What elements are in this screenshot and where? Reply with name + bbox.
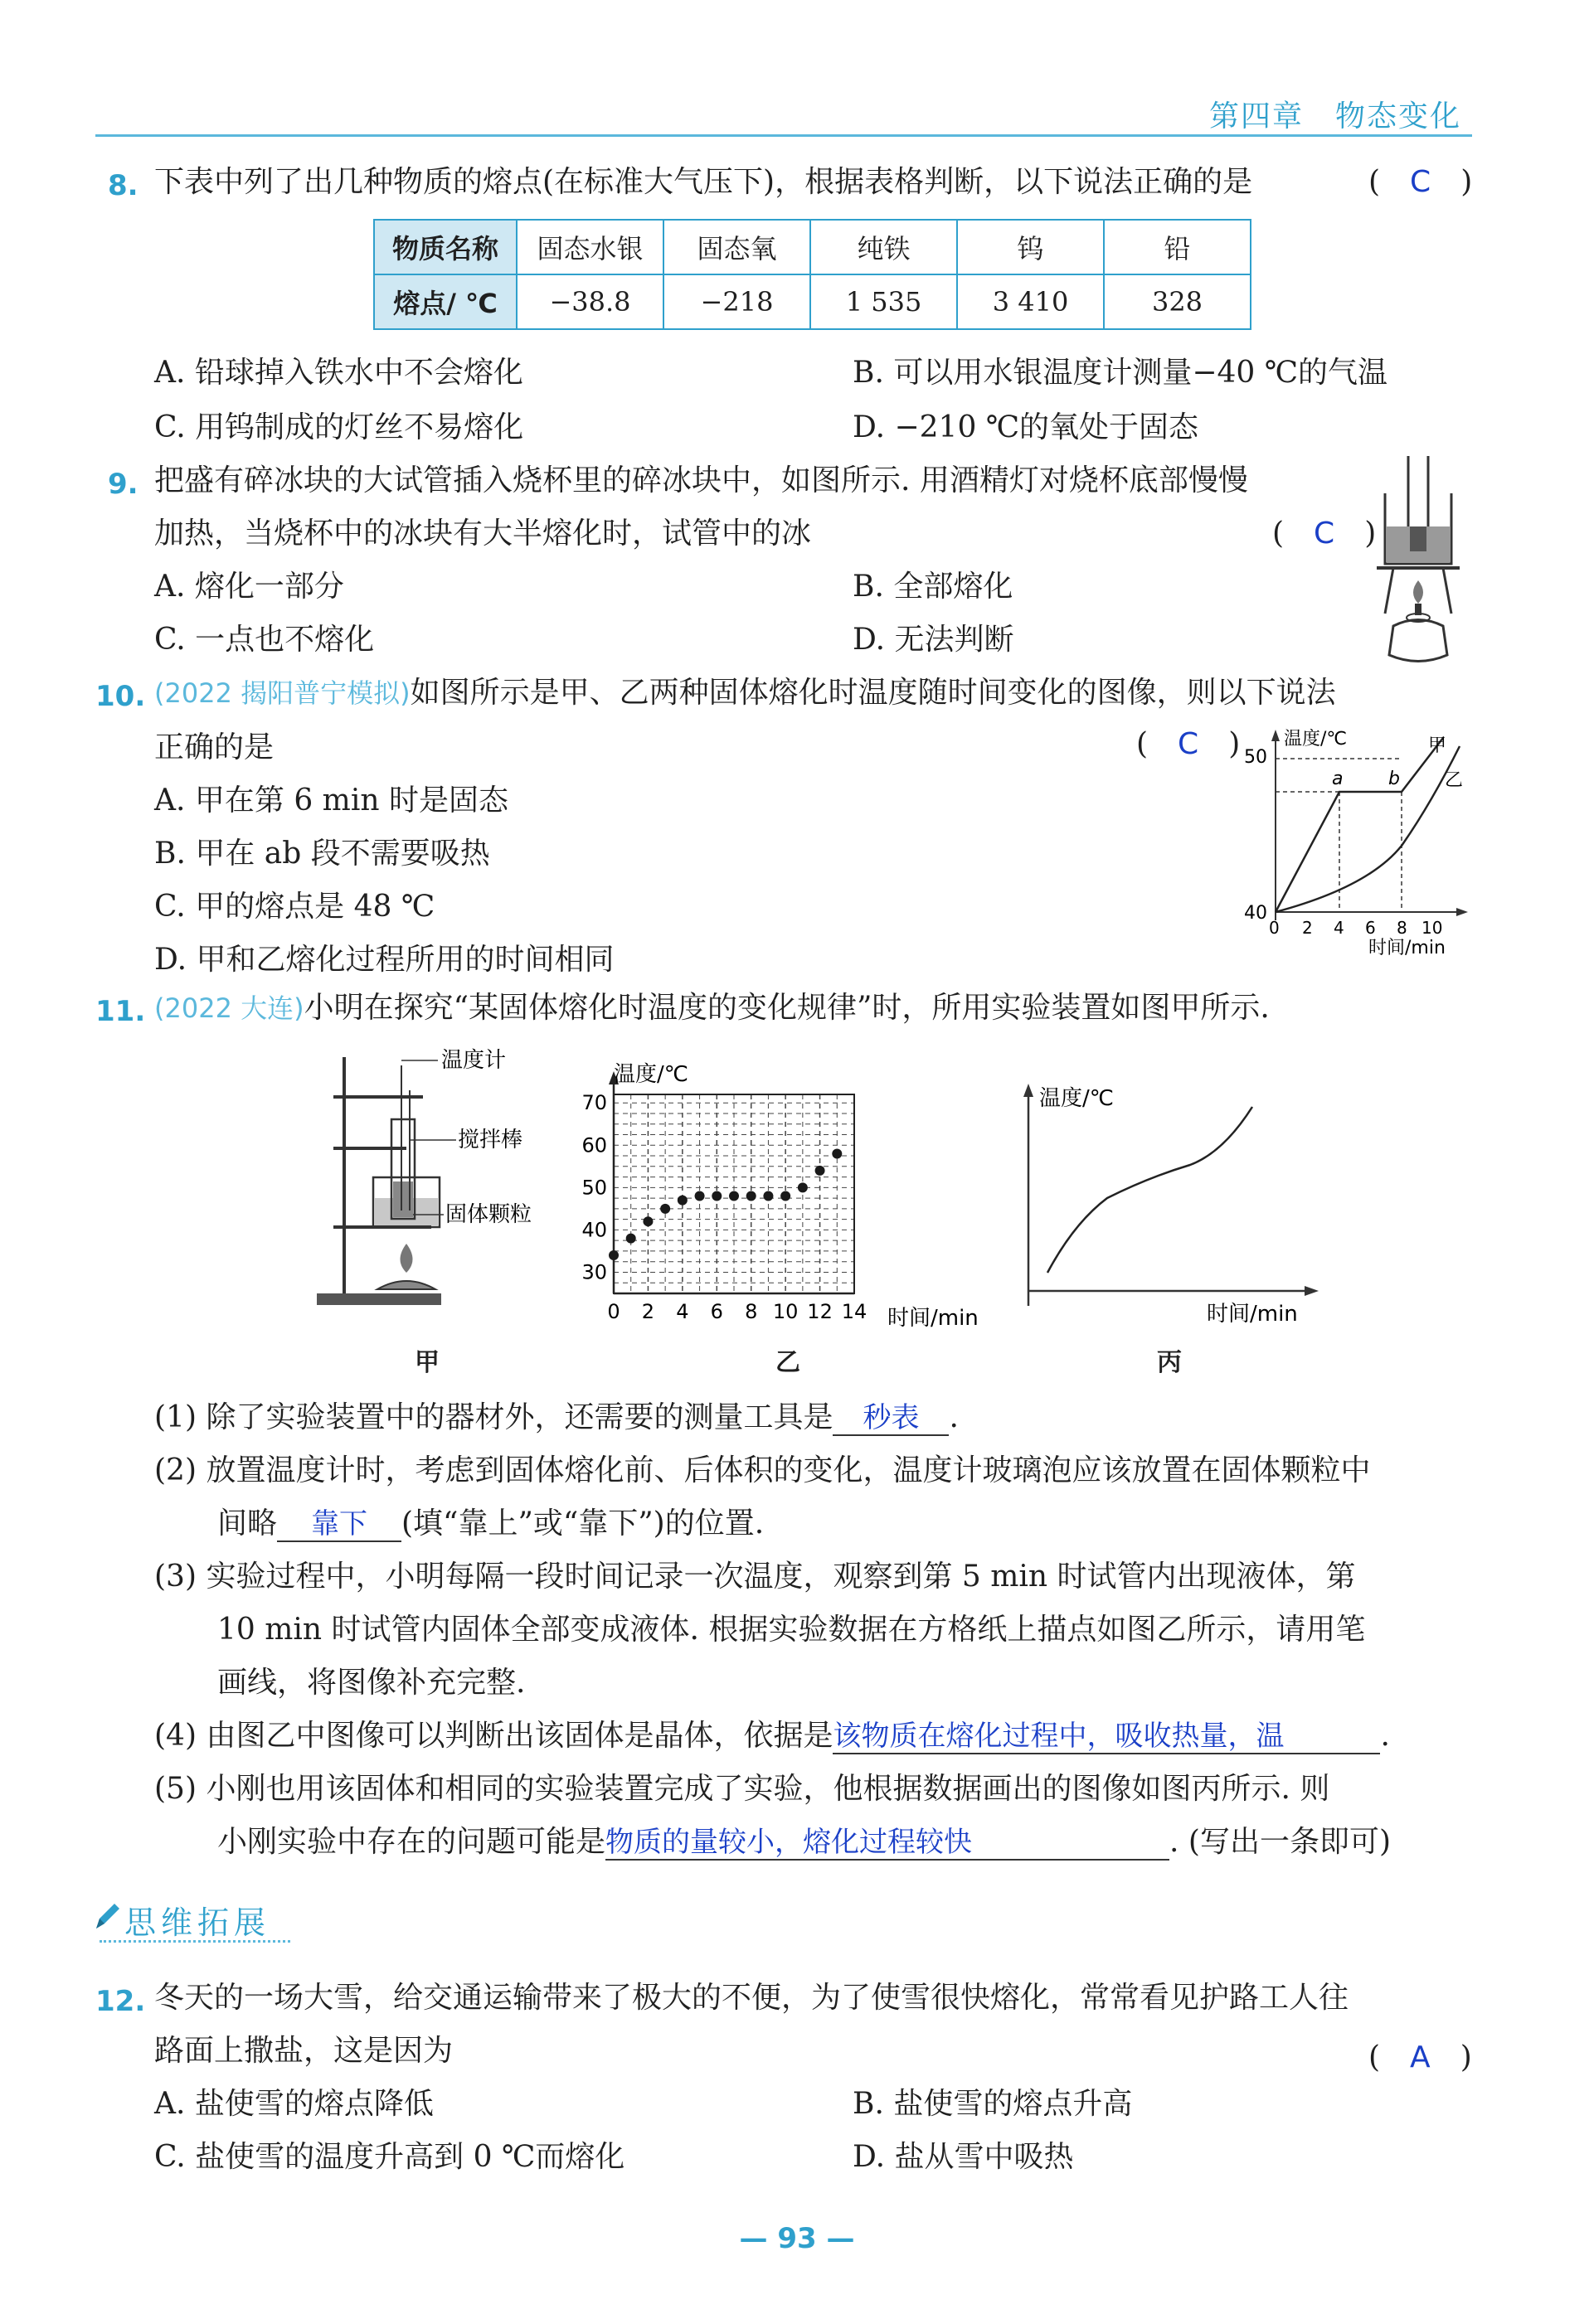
data-point — [678, 1196, 688, 1206]
table-cell: 3 410 — [957, 274, 1104, 329]
q10-number: 10. — [95, 680, 146, 713]
q10-graph — [1236, 721, 1476, 970]
q10-xtick: 6 — [1365, 918, 1376, 938]
melting-point-table — [373, 219, 1251, 330]
chapter-title: 第四章 物态变化 — [1208, 99, 1461, 133]
data-point — [729, 1191, 739, 1201]
page-number: — 93 — — [739, 2222, 855, 2255]
q10-stem-line2: 正确的是 — [154, 730, 275, 764]
y-tick-label: 50 — [581, 1176, 607, 1200]
data-point — [712, 1191, 722, 1201]
table-cell: −218 — [663, 274, 810, 329]
data-point — [798, 1182, 808, 1192]
q11-sub2-pre: 间略 — [217, 1506, 278, 1540]
q12-answer: A — [1410, 2040, 1431, 2074]
chart-axes — [609, 1071, 854, 1293]
data-point — [746, 1191, 756, 1201]
q11-bing-curve — [1047, 1107, 1252, 1273]
x-tick-label: 2 — [641, 1300, 655, 1323]
q10-stem-text: 如图所示是甲、乙两种固体熔化时温度随时间变化的图像，则以下说法 — [410, 676, 1336, 710]
q12-answer-bracket: ( A ) — [1368, 2040, 1472, 2074]
q11-bing-xlabel: 时间/min — [1207, 1302, 1298, 1327]
q11-sub5-answer: 物质的量较小，熔化过程较快 — [605, 1826, 973, 1859]
q10-option-b: B. 甲在 ab 段不需要吸热 — [154, 837, 490, 871]
q11-caption-bing: 丙 — [1157, 1348, 1182, 1377]
data-point — [695, 1191, 705, 1201]
q11-sub1-blank — [833, 1400, 949, 1436]
q11-sub3-line3: 画线，将图像补充完整. — [217, 1666, 526, 1700]
q9-option-c: C. 一点也不熔化 — [154, 623, 375, 657]
q10-answer: C — [1178, 727, 1199, 761]
q11-sub4 — [154, 1718, 1390, 1754]
y-tick-label: 40 — [581, 1218, 607, 1242]
q11-sub2-post: (填“靠上”或“靠下”)的位置. — [401, 1506, 765, 1540]
q10-xtick: 4 — [1334, 918, 1344, 938]
q11-sub1-answer: 秒表 — [863, 1401, 920, 1434]
table-row-label: 熔点/ ℃ — [374, 274, 517, 329]
y-tick-label: 30 — [581, 1260, 607, 1284]
q12-stem-line1: 冬天的一场大雪，给交通运输带来了极大的不便，为了使雪很快熔化，常常看见护路工人往 — [154, 1981, 1349, 2015]
q11-sub2-blank — [277, 1506, 401, 1542]
table-cell: −38.8 — [517, 274, 663, 329]
q12-number: 12. — [95, 1985, 146, 2018]
q11-number: 11. — [95, 995, 146, 1028]
q8-answer: C — [1410, 165, 1431, 199]
q11-sub4-post: . — [1380, 1719, 1390, 1753]
q9-answer: C — [1314, 517, 1335, 551]
q11-sub2-answer: 靠下 — [311, 1507, 368, 1540]
q11-sub1-post: . — [949, 1400, 959, 1434]
q10-point-b: b — [1388, 769, 1400, 789]
q12-option-b: B. 盐使雪的熔点升高 — [853, 2087, 1133, 2121]
q9-stem-line2: 加热，当烧杯中的冰块有大半熔化时，试管中的冰 — [154, 517, 812, 551]
data-point — [815, 1166, 825, 1176]
q9-stem-line1: 把盛有碎冰块的大试管插入烧杯里的碎冰块中，如图所示. 用酒精灯对烧杯底部慢慢 — [154, 463, 1248, 497]
q11-sub4-blank — [833, 1718, 1380, 1754]
table-cell: 钨 — [957, 220, 1104, 274]
x-tick-label: 4 — [676, 1300, 689, 1323]
q11-chart-yi — [552, 1045, 1016, 1368]
q11-label-particles: 固体颗粒 — [445, 1202, 532, 1227]
q10-series-yi — [1276, 746, 1460, 912]
q10-option-a: A. 甲在第 6 min 时是固态 — [154, 784, 508, 818]
q11-label-thermometer: 温度计 — [441, 1048, 507, 1073]
q8-stem: 下表中列了出几种物质的熔点(在标准大气压下)，根据表格判断，以下说法正确的是 — [154, 165, 1253, 199]
section-rule — [100, 1940, 290, 1943]
q11-sub3-line1: (3) 实验过程中，小明每隔一段时间记录一次温度，观察到第 5 min 时试管内出现液体，第 — [154, 1560, 1356, 1594]
table-cell: 纯铁 — [810, 220, 957, 274]
x-tick-label: 8 — [745, 1300, 758, 1323]
q11-sub5-pre: 小刚实验中存在的问题可能是 — [217, 1825, 606, 1859]
q10-ytick: 50 — [1244, 747, 1267, 768]
q10-label-yi: 乙 — [1445, 770, 1464, 791]
q12-stem-line2: 路面上撒盐，这是因为 — [154, 2034, 454, 2068]
table-cell: 固态氧 — [663, 220, 810, 274]
q11-source: (2022 大连) — [154, 992, 304, 1024]
q8-option-a: A. 铅球掉入铁水中不会熔化 — [154, 356, 523, 390]
q10-stem-line1 — [154, 675, 1336, 711]
q9-answer-bracket: ( C ) — [1272, 517, 1377, 551]
q9-option-a: A. 熔化一部分 — [154, 570, 344, 604]
header-rule — [95, 134, 1472, 137]
table-cell: 328 — [1104, 274, 1251, 329]
q11-sub3-line2: 10 min 时试管内固体全部变成液体. 根据实验数据在方格纸上描点如图乙所示，请用笔 — [217, 1613, 1366, 1647]
section-title: 思维拓展 — [124, 1904, 271, 1941]
q10-xlabel: 时间/min — [1368, 938, 1446, 958]
q11-label-stirrer: 搅拌棒 — [458, 1128, 523, 1152]
q11-sub5-blank — [605, 1824, 1169, 1861]
q11-sub4-text: (4) 由图乙中图像可以判断出该固体是晶体，依据是 — [154, 1719, 833, 1753]
q10-xtick: 2 — [1302, 918, 1313, 938]
chart-ylabel: 温度/℃ — [614, 1062, 688, 1087]
q11-sub1 — [154, 1400, 959, 1436]
q11-caption-yi: 乙 — [775, 1348, 800, 1377]
data-point — [609, 1250, 619, 1260]
y-tick-label: 60 — [581, 1133, 607, 1157]
q10-option-d: D. 甲和乙熔化过程所用的时间相同 — [154, 943, 615, 977]
q8-option-d: D. −210 ℃的氧处于固态 — [853, 410, 1199, 444]
q11-fig-jia — [315, 1041, 564, 1314]
q10-xtick: 8 — [1397, 918, 1407, 938]
q10-answer-bracket: ( C ) — [1136, 727, 1241, 761]
q10-label-jia: 甲 — [1428, 735, 1447, 756]
q9-apparatus-figure — [1368, 448, 1468, 680]
q11-fig-bing — [1008, 1074, 1331, 1331]
q9-number: 9. — [108, 468, 139, 501]
x-tick-label: 6 — [710, 1300, 723, 1323]
q11-sub5-line1: (5) 小刚也用该固体和相同的实验装置完成了实验，他根据数据画出的图像如图丙所示. 则 — [154, 1772, 1330, 1806]
data-point — [763, 1191, 773, 1201]
data-point — [643, 1216, 653, 1226]
q8-number: 8. — [108, 169, 139, 202]
q11-sub2-line2 — [217, 1506, 764, 1542]
table-cell: 1 535 — [810, 274, 957, 329]
data-point — [780, 1191, 790, 1201]
q10-option-c: C. 甲的熔点是 48 ℃ — [154, 890, 435, 924]
y-tick-label: 70 — [581, 1091, 607, 1115]
table-cell: 铅 — [1104, 220, 1251, 274]
x-tick-label: 0 — [607, 1300, 620, 1323]
q10-series-jia — [1276, 738, 1443, 912]
data-point — [832, 1148, 842, 1158]
q9-option-d: D. 无法判断 — [853, 623, 1014, 657]
q12-option-d: D. 盐从雪中吸热 — [853, 2140, 1074, 2174]
q11-stem-text: 小明在探究“某固体熔化时温度的变化规律”时，所用实验装置如图甲所示. — [304, 991, 1270, 1025]
q10-xtick: 10 — [1421, 918, 1443, 938]
q10-point-a: a — [1332, 769, 1344, 789]
data-point — [626, 1234, 636, 1244]
q8-option-c: C. 用钨制成的灯丝不易熔化 — [154, 410, 524, 444]
q11-sub4-answer: 该物质在熔化过程中，吸收热量，温 — [833, 1720, 1285, 1753]
data-point — [660, 1204, 670, 1214]
q10-source: (2022 揭阳普宁模拟) — [154, 677, 411, 709]
chart-ticks — [581, 1091, 867, 1323]
q10-ylabel: 温度/℃ — [1284, 729, 1348, 750]
chart-points — [609, 1148, 842, 1260]
q11-stem — [154, 990, 1270, 1026]
q8-answer-bracket: ( C ) — [1368, 165, 1473, 199]
q11-sub5-line2 — [217, 1824, 1391, 1861]
pencil-icon — [91, 1900, 121, 1933]
table-header-label: 物质名称 — [374, 220, 517, 274]
x-tick-label: 10 — [772, 1300, 799, 1323]
q10-ytick: 40 — [1244, 903, 1267, 924]
q12-option-c: C. 盐使雪的温度升高到 0 ℃而熔化 — [154, 2140, 625, 2174]
q11-caption-jia: 甲 — [415, 1348, 440, 1377]
x-tick-label: 12 — [807, 1300, 833, 1323]
chart-xlabel: 时间/min — [887, 1306, 979, 1331]
q11-bing-ylabel: 温度/℃ — [1039, 1086, 1114, 1111]
q11-sub2-line1: (2) 放置温度计时，考虑到固体熔化前、后体积的变化，温度计玻璃泡应该放置在固体颗粒中 — [154, 1453, 1371, 1487]
q11-sub5-post: . (写出一条即可) — [1169, 1825, 1391, 1859]
q8-option-b: B. 可以用水银温度计测量−40 ℃的气温 — [853, 356, 1388, 390]
q11-sub1-text: (1) 除了实验装置中的器材外，还需要的测量工具是 — [154, 1400, 833, 1434]
table-cell: 固态水银 — [517, 220, 663, 274]
x-tick-label: 14 — [841, 1300, 867, 1323]
q12-option-a: A. 盐使雪的熔点降低 — [154, 2087, 434, 2121]
q9-option-b: B. 全部熔化 — [853, 570, 1013, 604]
q10-xtick: 0 — [1269, 918, 1280, 938]
